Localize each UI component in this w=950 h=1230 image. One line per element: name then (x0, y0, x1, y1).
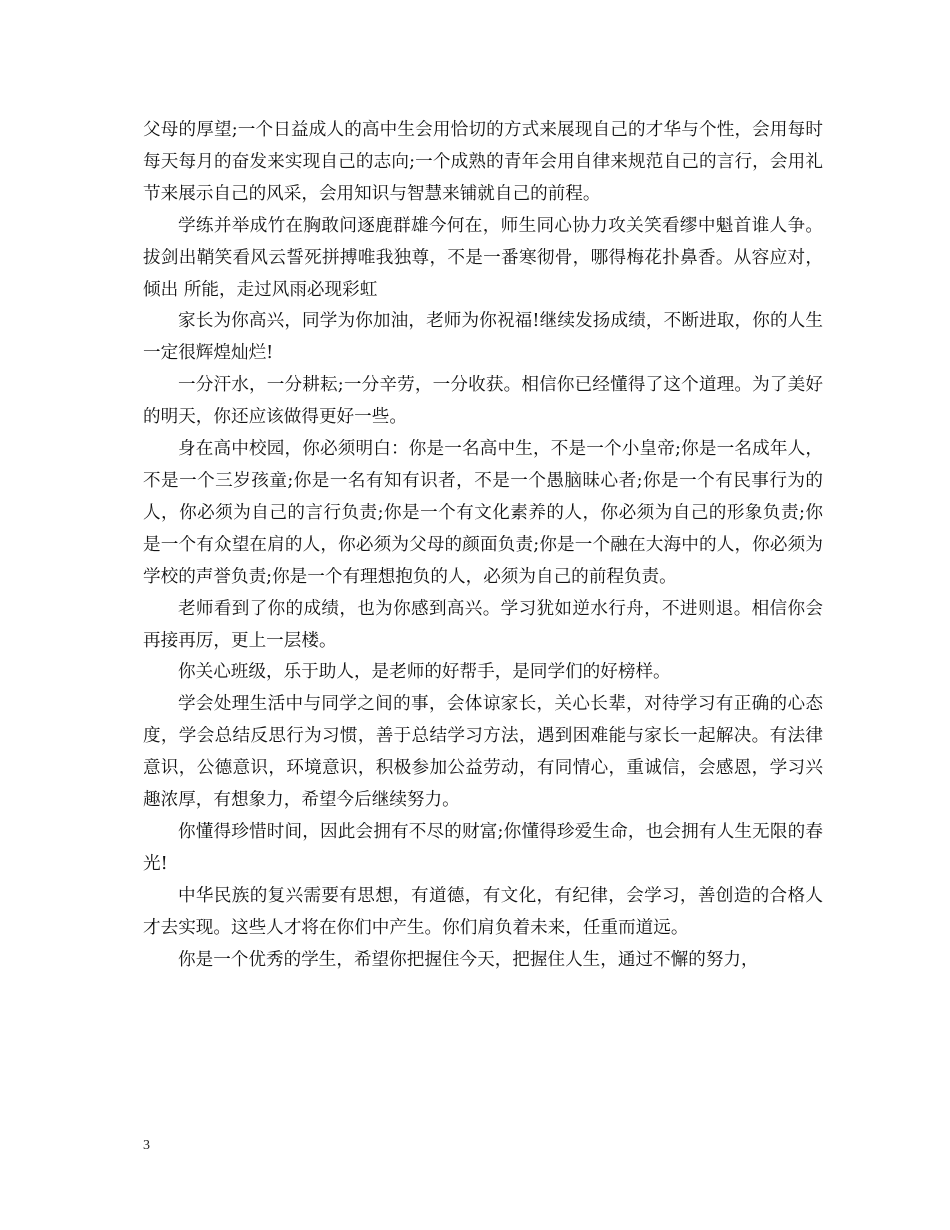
paragraph: 家长为你高兴，同学为你加油，老师为你祝福!继续发扬成绩，不断进取，你的人生一定很辉煌灿烂! (143, 311, 823, 364)
paragraph: 身在高中校园，你必须明白：你是一名高中生，不是一个小皇帝;你是一名成年人，不是一个三岁孩童;你是一名有知有识者，不是一个愚脑昧心者;你是一个有民事行为的人，你必须为自己的言行负责;你是一个有文化素养的人，你必须为自己的形象负责;你是一个有众望在肩的人，你必须为父母的颜面负责;你是一个融在大海中的人，你必须为学校的声誉负责;你是一个有理想抱负的人，必须为自己的前程负责。 (143, 439, 823, 587)
paragraph: 学练并举成竹在胸敢问逐鹿群雄今何在，师生同心协力攻关笑看缪中魁首谁人争。拔剑出鞘笑看风云誓死拼搏唯我独尊，不是一番寒彻骨，哪得梅花扑鼻香。从容应对，倾出 所能，走过风雨必现彩虹 (143, 215, 823, 300)
paragraph: 一分汗水，一分耕耘;一分辛劳，一分收获。相信你已经懂得了这个道理。为了美好的明天，你还应该做得更好一些。 (143, 375, 823, 428)
paragraph: 学会处理生活中与同学之间的事，会体谅家长，关心长辈，对待学习有正确的心态度，学会总结反思行为习惯，善于总结学习方法，遇到困难能与家长一起解决。有法律意识，公德意识，环境意识，积极参加公益劳动，有同情心，重诚信，会感恩，学习兴趣浓厚，有想象力，希望今后继续努力。 (143, 694, 823, 811)
paragraph: 父母的厚望;一个日益成人的高中生会用恰切的方式来展现自己的才华与个性，会用每时每天每月的奋发来实现自己的志向;一个成熟的青年会用自律来规范自己的言行，会用礼节来展示自己的风采，会用知识与智慧来铺就自己的前程。 (143, 120, 823, 204)
paragraph: 你懂得珍惜时间，因此会拥有不尽的财富;你懂得珍爱生命，也会拥有人生无限的春光! (143, 821, 823, 874)
paragraph: 你关心班级，乐于助人，是老师的好帮手，是同学们的好榜样。 (178, 662, 671, 683)
paragraph: 你是一个优秀的学生，希望你把握住今天，把握住人生，通过不懈的努力， (178, 949, 759, 970)
paragraph: 老师看到了你的成绩，也为你感到高兴。学习犹如逆水行舟，不进则退。相信你会再接再厉，更上一层楼。 (143, 598, 823, 651)
document-body (143, 115, 823, 976)
page-number: 3 (143, 1138, 150, 1153)
paragraph: 中华民族的复兴需要有思想，有道德，有文化，有纪律，会学习，善创造的合格人才去实现。这些人才将在你们中产生。你们肩负着未来，任重而道远。 (143, 885, 823, 938)
